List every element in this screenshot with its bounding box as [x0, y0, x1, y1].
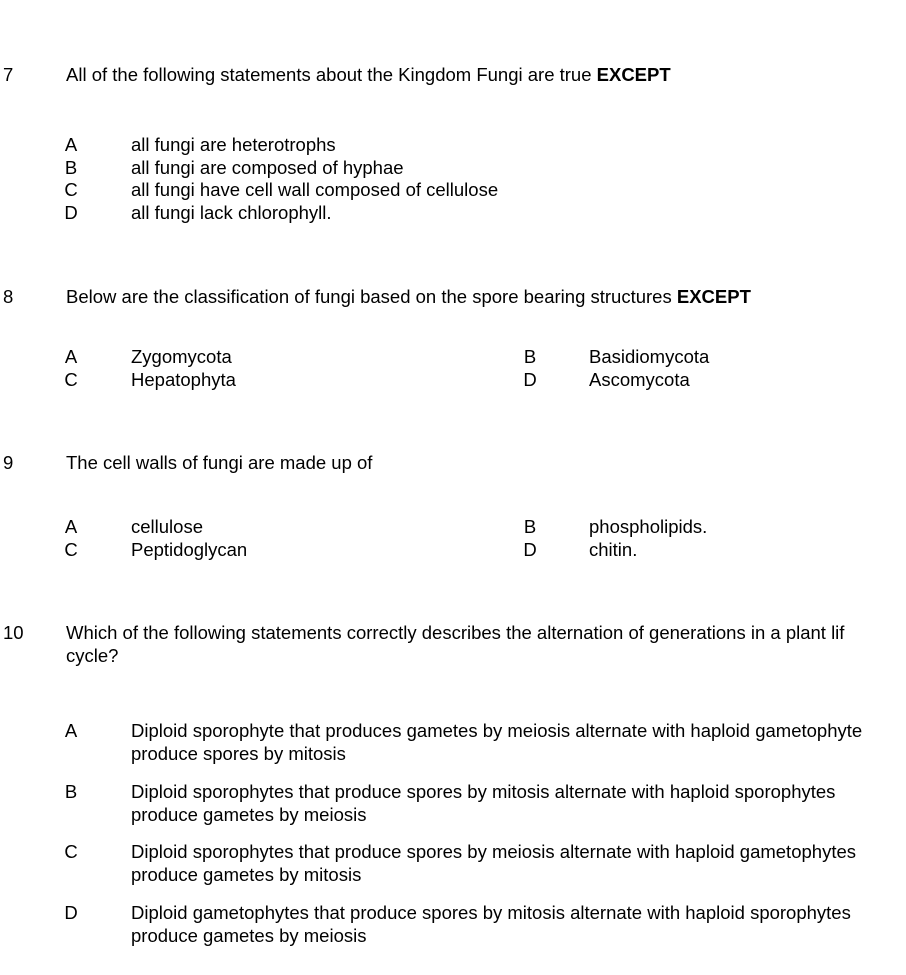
q9-option-b-text: phospholipids.: [589, 516, 708, 537]
question-7-number: 7: [3, 64, 14, 85]
question-7-stem-emphasis: EXCEPT: [596, 64, 671, 85]
q7-option-b-text: all fungi are composed of hyphae: [131, 157, 404, 178]
q10-option-a-letter: A: [64, 720, 78, 741]
question-10-stem-line-1: Which of the following statements correctly describes the alternation of generations in a plant lif: [66, 622, 845, 643]
q7-option-d-letter: D: [64, 202, 78, 223]
q7-option-a-text: all fungi are heterotrophs: [131, 134, 336, 155]
q9-option-c-text: Peptidoglycan: [131, 539, 248, 560]
q8-option-d-letter: D: [523, 369, 537, 390]
question-7-stem: [66, 64, 671, 86]
q8-option-c-text: Hepatophyta: [131, 369, 236, 390]
q10-option-d-letter: D: [64, 902, 78, 923]
question-9-number: 9: [3, 452, 14, 473]
q9-option-d-text: chitin.: [589, 539, 638, 560]
q7-option-a-letter: A: [64, 134, 78, 155]
q9-option-d-letter: D: [523, 539, 537, 560]
question-8-stem: [66, 286, 751, 308]
q10-option-c-line-2: produce gametes by mitosis: [131, 864, 362, 885]
question-8-number: 8: [3, 286, 14, 307]
q7-option-c-text: all fungi have cell wall composed of cellulose: [131, 179, 499, 200]
question-7-stem-text: All of the following statements about the Kingdom Fungi are true: [66, 64, 597, 85]
q10-option-d-line-1: Diploid gametophytes that produce spores by mitosis alternate with haploid sporophytes: [131, 902, 851, 923]
q7-option-c-letter: C: [64, 179, 78, 200]
q10-option-b-line-1: Diploid sporophytes that produce spores by mitosis alternate with haploid sporophytes: [131, 781, 836, 802]
q8-option-b-text: Basidiomycota: [589, 346, 710, 367]
q10-option-b-letter: B: [64, 781, 78, 802]
q8-option-b-letter: B: [523, 346, 537, 367]
q10-option-d-line-2: produce gametes by meiosis: [131, 925, 367, 946]
q7-option-b-letter: B: [64, 157, 78, 178]
q10-option-a-line-1: Diploid sporophyte that produces gametes by meiosis alternate with haploid gametophyte: [131, 720, 863, 741]
q9-option-b-letter: B: [523, 516, 537, 537]
q9-option-c-letter: C: [64, 539, 78, 560]
q8-option-c-letter: C: [64, 369, 78, 390]
q8-option-a-letter: A: [64, 346, 78, 367]
q9-option-a-text: cellulose: [131, 516, 203, 537]
q9-option-a-letter: A: [64, 516, 78, 537]
question-10-stem-line-2: cycle?: [66, 645, 119, 666]
question-10-number: 10: [3, 622, 24, 643]
q10-option-a-line-2: produce spores by mitosis: [131, 743, 346, 764]
question-9-stem: The cell walls of fungi are made up of: [66, 452, 373, 473]
q10-option-b-line-2: produce gametes by meiosis: [131, 804, 367, 825]
q8-option-d-text: Ascomycota: [589, 369, 690, 390]
q7-option-d-text: all fungi lack chlorophyll.: [131, 202, 332, 223]
question-8-stem-emphasis: EXCEPT: [676, 286, 751, 307]
q10-option-c-line-1: Diploid sporophytes that produce spores by meiosis alternate with haploid gametophytes: [131, 841, 856, 862]
q8-option-a-text: Zygomycota: [131, 346, 232, 367]
q10-option-c-letter: C: [64, 841, 78, 862]
question-8-stem-text: Below are the classification of fungi based on the spore bearing structures: [66, 286, 677, 307]
